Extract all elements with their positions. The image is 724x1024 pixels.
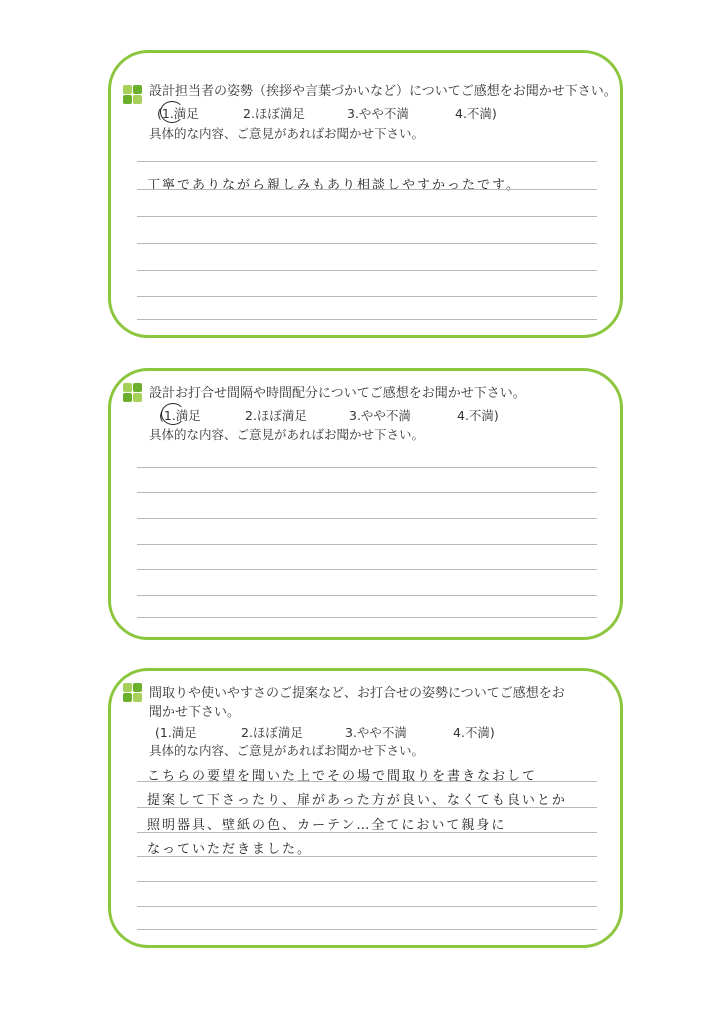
rating-options — [155, 723, 535, 739]
survey-card-floor-plan-proposal — [108, 668, 623, 948]
answer-rule — [137, 243, 597, 244]
option-dissatisfied[interactable]: 4.不満) — [457, 408, 499, 423]
green-squares-logo-icon — [123, 383, 143, 403]
answer-rule — [137, 881, 597, 882]
detail-prompt: 具体的な内容、ご意見があればお聞かせ下さい。 — [149, 743, 425, 758]
option-dissatisfied[interactable]: 4.不満) — [453, 725, 495, 740]
answer-rule — [137, 518, 597, 519]
answer-rule — [137, 595, 597, 596]
handwritten-answer-line: こちらの要望を聞いた上でその場で間取りを書きなおして — [147, 769, 538, 784]
answer-rule — [137, 216, 597, 217]
answer-rule — [137, 906, 597, 907]
answer-rule — [137, 544, 597, 545]
option-slightly-dissatisfied[interactable]: 3.やや不満 — [349, 408, 411, 423]
selected-option-circle — [160, 101, 184, 123]
detail-prompt: 具体的な内容、ご意見があればお聞かせ下さい。 — [149, 126, 425, 141]
option-slightly-dissatisfied[interactable]: 3.やや不満 — [345, 725, 407, 740]
option-mostly-satisfied[interactable]: 2.ほぼ満足 — [243, 106, 305, 121]
survey-card-meeting-schedule — [108, 368, 623, 640]
question-text: 設計担当者の姿勢（挨拶や言葉づかいなど）についてご感想をお聞かせ下さい。 — [149, 84, 617, 99]
answer-rule — [137, 569, 597, 570]
handwritten-answer-line: 照明器具、壁紙の色、カーテン…全てにおいて親身に — [147, 818, 507, 833]
survey-card-staff-attitude — [108, 50, 623, 338]
answer-rule — [137, 319, 597, 320]
answer-rule — [137, 617, 597, 618]
option-satisfied[interactable]: (1.満足 — [155, 725, 197, 740]
answer-rule — [137, 467, 597, 468]
selected-option-circle — [161, 403, 185, 425]
option-mostly-satisfied[interactable]: 2.ほぼ満足 — [245, 408, 307, 423]
question-text-line-2: 聞かせ下さい。 — [149, 705, 241, 720]
option-slightly-dissatisfied[interactable]: 3.やや不満 — [347, 106, 409, 121]
question-text: 設計お打合せ間隔や時間配分についてご感想をお聞かせ下さい。 — [149, 386, 526, 401]
detail-prompt: 具体的な内容、ご意見があればお聞かせ下さい。 — [149, 427, 425, 442]
answer-rule — [137, 856, 597, 857]
green-squares-logo-icon — [123, 683, 143, 703]
answer-rule — [137, 189, 597, 190]
answer-rule — [137, 161, 597, 162]
handwritten-answer-line: なっていただきました。 — [147, 842, 313, 857]
answer-rule — [137, 492, 597, 493]
option-mostly-satisfied[interactable]: 2.ほぼ満足 — [241, 725, 303, 740]
rating-options — [157, 104, 537, 120]
rating-options — [159, 406, 539, 422]
answer-rule — [137, 832, 597, 833]
handwritten-answer-line: 丁寧でありながら親しみもあり相談しやすかったです。 — [147, 178, 521, 193]
option-satisfied[interactable]: (1.満足 — [157, 106, 199, 121]
answer-rule — [137, 929, 597, 930]
option-dissatisfied[interactable]: 4.不満) — [455, 106, 497, 121]
answer-rule — [137, 807, 597, 808]
green-squares-logo-icon — [123, 85, 143, 105]
question-text-line-1: 間取りや使いやすさのご提案など、お打合せの姿勢についてご感想をお — [149, 686, 565, 701]
answer-rule — [137, 296, 597, 297]
handwritten-answer-line: 提案して下さったり、扉があった方が良い、なくても良いとか — [147, 793, 567, 808]
answer-rule — [137, 270, 597, 271]
answer-rule — [137, 781, 597, 782]
option-satisfied[interactable]: (1.満足 — [159, 408, 201, 423]
